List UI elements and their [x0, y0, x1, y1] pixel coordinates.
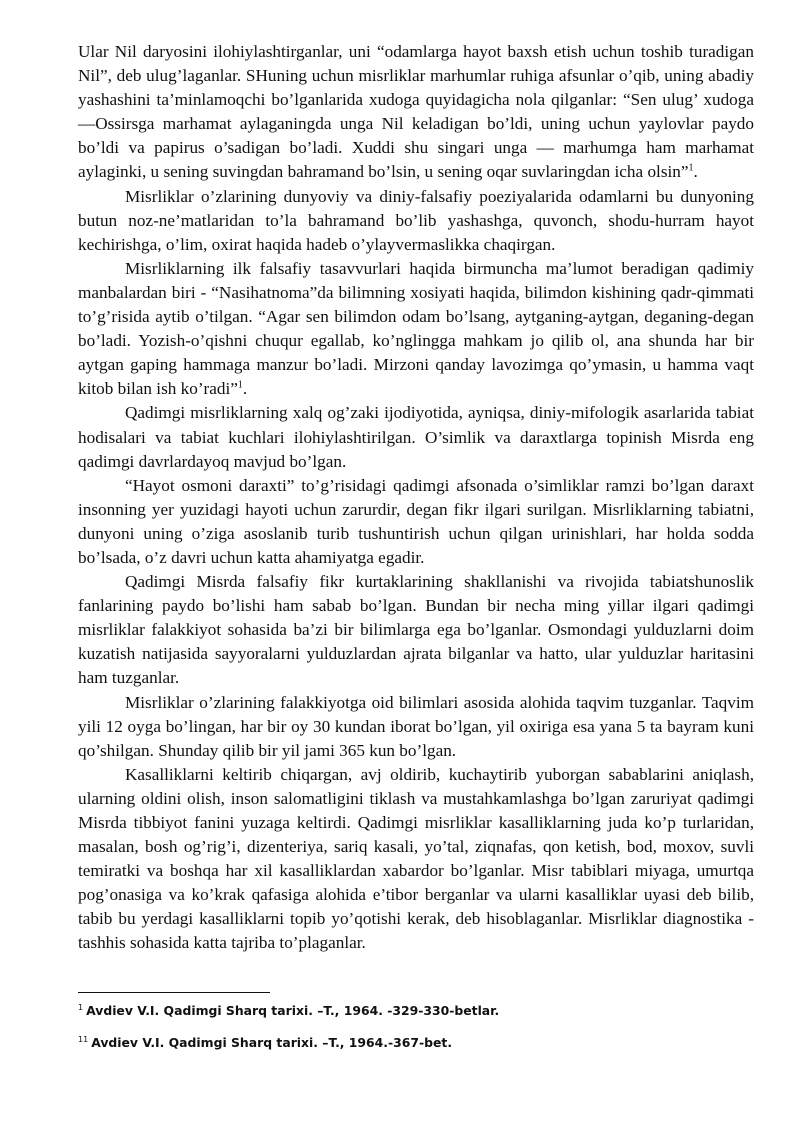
paragraph-5 [78, 474, 754, 570]
footnote-ref[interactable]: 1 [237, 379, 243, 391]
paragraph-tail: . [242, 379, 248, 399]
footnote-mark: 1 [78, 1002, 84, 1012]
paragraph-text: Misrliklarning ilk falsafiy tasavvurlari haqida birmuncha ma’lumot beradigan qadimiy manbalardan biri - “Nasihatnoma”da bilimning xosiyati haqida, bilimdon kishining qadr-qimmati to’g’risida aytib o’tilgan. “Agar sen bilimdon odam bo’lsang, aytganing-aytgan, deganing-degan bo’ladi. Yozish-o’qishni chuqur egallab, ko’nglingga mahkam jo qilib ol, ana shunda har bir aytgan gaping hammaga manzur bo’ladi. Mirzoni qanday lavozimga qo’ymasin, u hamma vaqt kitob bilan ish ko’radi” [78, 258, 754, 399]
paragraph-1 [78, 40, 754, 185]
footnote-mark: 11 [78, 1034, 89, 1044]
paragraph-text: Kasalliklarni keltirib chiqargan, avj oldirib, kuchaytirib yuborgan sabablarini aniqlash, ularning oldini olish, inson salomatligini tiklash va mustahkamlashga bo’lgan zaruriyat qadimgi Misrda tibbiyot fanini yuzaga keltirdi. Qadimgi misrliklar kasalliklarning juda ko’p turlaridan, masalan, bosh og’rig’i, dizenteriya, sariq kasali, yo’tal, ziqnafas, qon ketish, bod, moxov, suvli temiratki va boshqa har xil kasalliklardan xabardor bo’lganlar. Misr tabiblari miyaga, umurtqa pog’onasiga va ko’krak qafasiga alohida e’tibor berganlar va ularni kasalliklar uyasi deb bilib, tabib bu yerdagi kasalliklarni topib yo’qotishi kerak, deb hisoblaganlar. Misrliklar diagnostika - tashhis sohasida katta tajriba to’plaganlar. [78, 764, 754, 953]
footnote-1 [78, 1003, 754, 1019]
paragraph-3 [78, 257, 754, 402]
paragraph-text: “Hayot osmoni daraxti” to’g’risidagi qadimgi afsonada o’simliklar ramzi bo’lgan daraxt insonning yer yuzidagi hayoti uchun zarurdir, degan fikr ilgari surilgan. Misrliklarning tabiatni, dunyoni uning o’ziga asoslanib turib tushuntirish uchun qilgan urinishlari, har holda sodda bo’lsada, o’z davri uchun katta ahamiyatga egadir. [78, 475, 754, 567]
paragraph-8 [78, 763, 754, 956]
paragraph-4 [78, 401, 754, 473]
footnote-text: Avdiev V.I. Qadimgi Sharq tarixi. –T., 1964. -329-330-betlar. [86, 1003, 500, 1018]
document-body [78, 40, 754, 956]
paragraph-6 [78, 570, 754, 690]
footnote-separator [78, 992, 270, 993]
paragraph-2 [78, 185, 754, 257]
paragraph-text: Qadimgi misrliklarning xalq og’zaki ijodiyotida, ayniqsa, diniy-mifologik asarlarida tabiat hodisalari va tabiat kuchlari ilohiylashtirilgan. O’simlik va daraxtlarga topinish Misrda eng qadimgi davrlardayoq mavjud bo’lgan. [78, 403, 754, 471]
footnote-text: Avdiev V.I. Qadimgi Sharq tarixi. –T., 1964.-367-bet. [91, 1035, 453, 1050]
paragraph-7 [78, 691, 754, 763]
paragraph-tail: . [693, 162, 698, 182]
paragraph-text: Qadimgi Misrda falsafiy fikr kurtaklarining shakllanishi va rivojida tabiatshunoslik fanlarining paydo bo’lishi ham sabab bo’lgan. Bundan bir necha ming yillar ilgari qadimgi misrliklar falakkiyot sohasida ba’zi bir bilimlarga ega bo’lganlar. Osmondagi yulduzlarni doim kuzatish natijasida sayyoralarni yulduzlardan ajrata bilganlar va hatto, ular yulduzlar haritasini ham tuzganlar. [78, 572, 754, 688]
paragraph-text: Misrliklar o’zlarining falakkiyotga oid bilimlari asosida alohida taqvim tuzganlar. Taqvim yili 12 oyga bo’lingan, har bir oy 30 kundan iborat bo’lgan, yil oxiriga esa yana 5 ta bayram kuni qo’shilgan. Shunday qilib bir yil jami 365 kun bo’lgan. [78, 692, 754, 760]
paragraph-text: Misrliklar o’zlarining dunyoviy va diniy-falsafiy poeziyalarida odamlarni bu dunyoning butun noz-ne’matlaridan to’la bahramand bo’lib yashashga, quvonch, shodu-hurram hayot kechirishga, o’lim, oxirat haqida hadeb o’ylayvermaslikka chaqirgan. [78, 186, 754, 254]
paragraph-text: Ular Nil daryosini ilohiylashtirganlar, uni “odamlarga hayot baxsh etish uchun toshib turadigan Nil”, deb ulug’laganlar. SHuning uchun misrliklar marhumlar ruhiga afsunlar o’qib, uning abadiy yashashini ta’minlamoqchi bo’lganlarida xudoga quyidagicha nola qilganlar: “Sen ulug’ xudoga—Ossirsga marhamat aylaganingda unga Nil keladigan bo’ldi, uning uchun yaylovlar paydo bo’ldi va papirus o’sadigan bo’ladi. Xuddi shu singari unga — marhumga ham marhamat aylaginki, u sening suvingdan bahramand bo’lsin, u sening oqar suvlaringdan icha olsin” [78, 42, 754, 182]
footnote-ref[interactable]: 1 [688, 162, 694, 174]
footnote-2 [78, 1035, 754, 1051]
